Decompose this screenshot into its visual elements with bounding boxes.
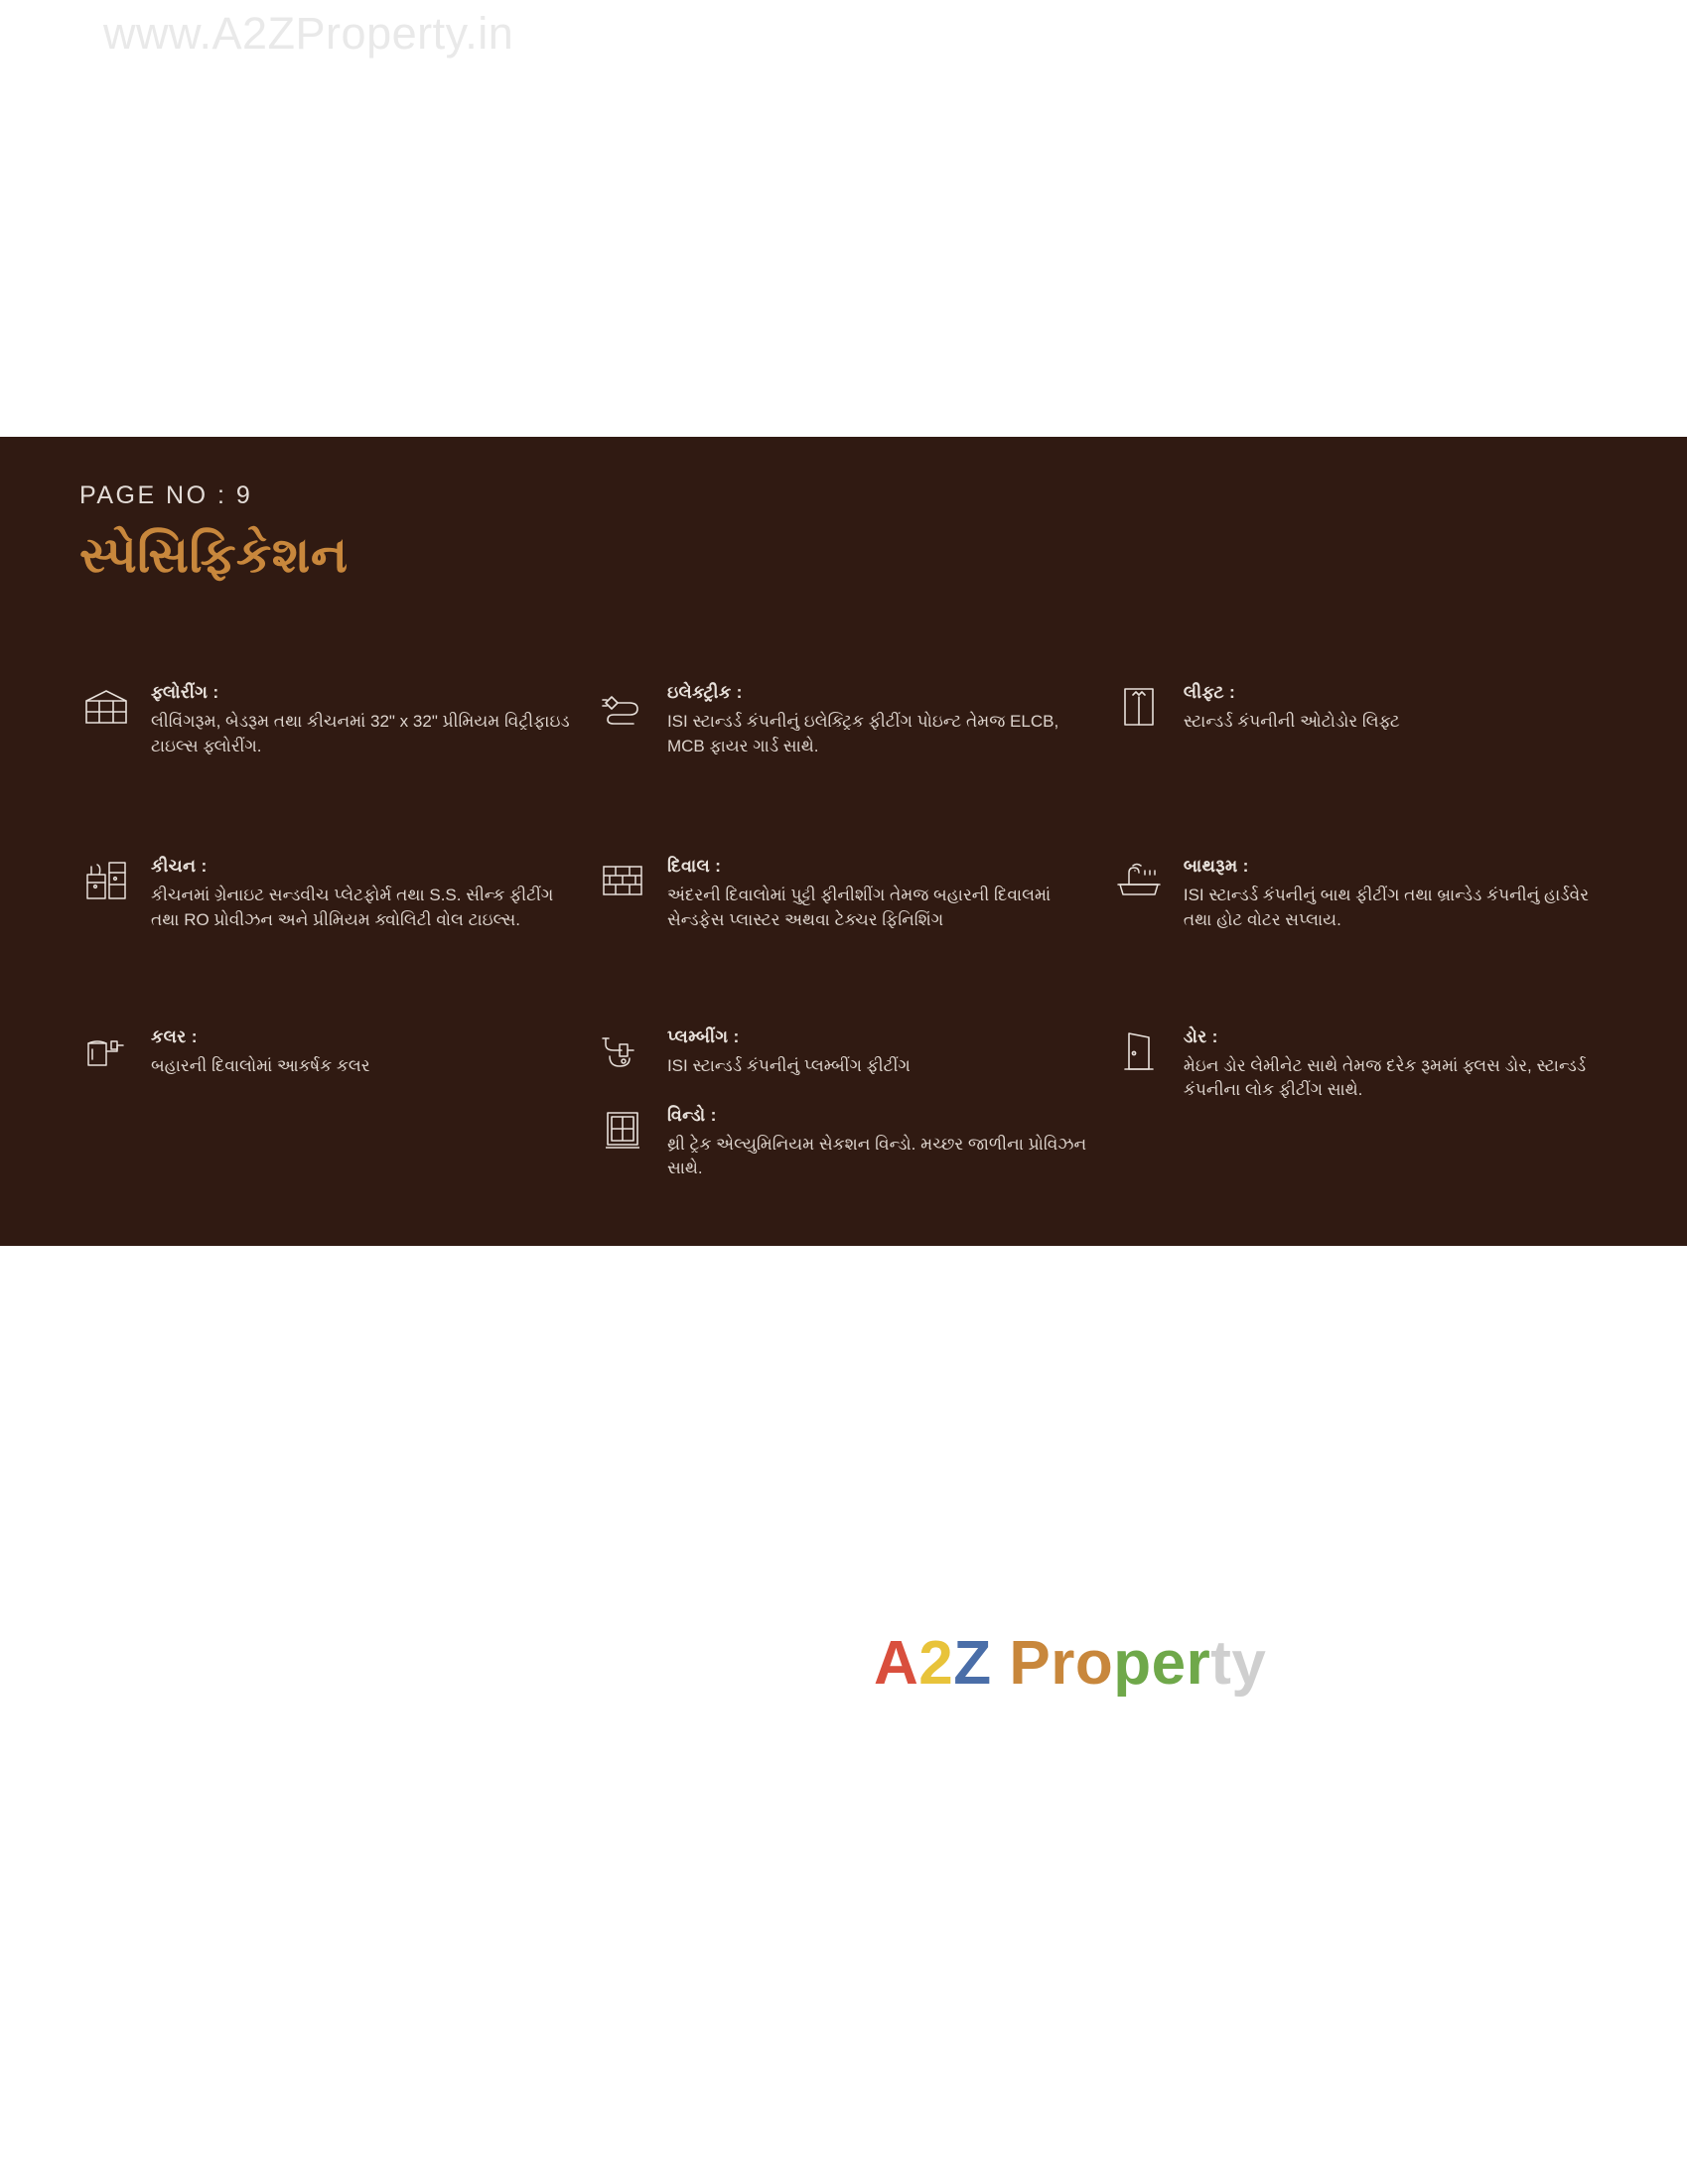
spec-label: કીચન : [151,856,208,877]
spec-desc: બહારની દિવાલોમાં આકર્ષક કલર [151,1055,370,1075]
spec-row [79,680,1628,854]
spec-desc: ISI સ્ટાન્ડર્ડ કંપનીનું બાથ ફીટીંગ તથા બ્રાન્ડેડ કંપનીનું હાર્ડવેર તથા હોટ વોટર સપ્લાય. [1183,886,1590,929]
spec-row [79,854,1628,1024]
spec-text [151,680,572,758]
spec-desc: અંદરની દિવાલોમાં પુટ્ટી ફીનીશીંગ તેમજ બહારની દિવાલમાં સેન્ડફેસ પ્લાસ્ટર અથવા ટેક્ચર ફિનિશિંગ [666,886,1052,929]
spec-desc: સ્ટાન્ડર્ડ કંપનીની ઓટોડોર લિફ્ટ [1183,712,1400,731]
window-icon [596,1103,649,1157]
brand-watermark [874,1628,1266,1699]
kitchen-icon [79,854,133,907]
lift-icon [1112,680,1166,734]
door-icon [1112,1024,1166,1078]
watermark-part-z: Z [953,1629,992,1698]
spec-label: ફ્લોરીંગ : [151,682,219,702]
page-number: PAGE NO : 9 [79,481,253,509]
watermark-part-ty: ty [1210,1629,1267,1698]
spec-item-color [79,1024,596,1103]
page-title: સ્પેસિફિકેશન [79,527,349,583]
specification-panel [0,437,1687,1698]
spec-text [151,1024,370,1079]
spec-item-flooring [79,680,596,758]
bathtub-shower-icon [1112,854,1166,907]
top-watermark: www.A2ZProperty.in [103,8,514,59]
spec-row [79,1024,1628,1103]
spec-text [667,680,1088,758]
spec-text [1184,854,1605,932]
spec-desc: લીવિંગરૂમ, બેડરૂમ તથા કીચનમાં 32" x 32" પ્રીમિયમ વિટ્રીફાઇડ ટાઇલ્સ ફ્લોરીંગ. [151,712,570,755]
spec-item-bathroom [1112,854,1628,932]
spec-label: દિવાલ : [666,856,722,877]
floor-tiles-icon [79,680,133,734]
watermark-part-pro: Pro [991,1629,1114,1698]
spec-text [1184,1024,1605,1103]
spec-item-electric [596,680,1112,758]
specification-grid [79,680,1628,1181]
watermark-part-a: A [874,1629,919,1698]
spec-text [1184,680,1400,735]
spec-label: કલર : [151,1025,198,1046]
spec-item-wall [596,854,1112,932]
spec-label: બાથરૂમ : [1183,856,1249,877]
spec-text [667,854,1088,932]
electric-plug-icon [596,680,649,734]
watermark-part-per: per [1113,1629,1211,1698]
paint-roller-icon [79,1024,133,1078]
brick-wall-icon [596,854,649,907]
spec-label: ઇલેક્ટ્રીક : [666,682,743,702]
plumbing-pipe-icon [596,1024,649,1078]
spec-desc: ISI સ્ટાન્ડર્ડ કંપનીનું ઇલેક્ટ્રિક ફીટીંગ પોઇન્ટ તેમજ ELCB, MCB ફાયર ગાર્ડ સાથે. [666,712,1059,755]
spec-text [667,1024,911,1079]
spec-item-door [1112,1024,1628,1103]
spec-item-kitchen [79,854,596,932]
spec-desc: થ્રી ટ્રેક એલ્યુમિનિયમ સેકશન વિન્ડો. મચ્છર જાળીના પ્રોવિઝન સાથે. [666,1134,1087,1178]
watermark-part-2: 2 [918,1629,954,1698]
spec-label: પ્લમ્બીંગ : [666,1025,740,1046]
spec-row [79,1103,1687,1181]
spec-desc: કીચનમાં ગ્રેનાઇટ સન્ડવીચ પ્લેટફોર્મ તથા S.S. સીન્ક ફીટીંગ તથા RO પ્રોવીઝન અને પ્રીમિયમ ક્વોલિટી વોલ ટાઇલ્સ. [151,886,554,929]
spec-text [151,854,572,932]
spec-item-lift [1112,680,1628,758]
spec-label: ડોર : [1183,1025,1218,1046]
spec-item-plumbing [596,1024,1112,1103]
spec-desc: ISI સ્ટાન્ડર્ડ કંપનીનું પ્લમ્બીંગ ફીટીંગ [666,1055,911,1075]
spec-item-window [596,1103,1687,1181]
spec-text [667,1103,1094,1181]
spec-label: વિન્ડો : [666,1104,717,1125]
spec-desc: મેઇન ડોર લેમીનેટ સાથે તેમજ દરેક રૂમમાં ફ્લસ ડોર, સ્ટાન્ડર્ડ કંપનીના લોક ફીટીંગ સાથે. [1183,1055,1587,1100]
spec-label: લીફ્ટ : [1183,682,1236,702]
